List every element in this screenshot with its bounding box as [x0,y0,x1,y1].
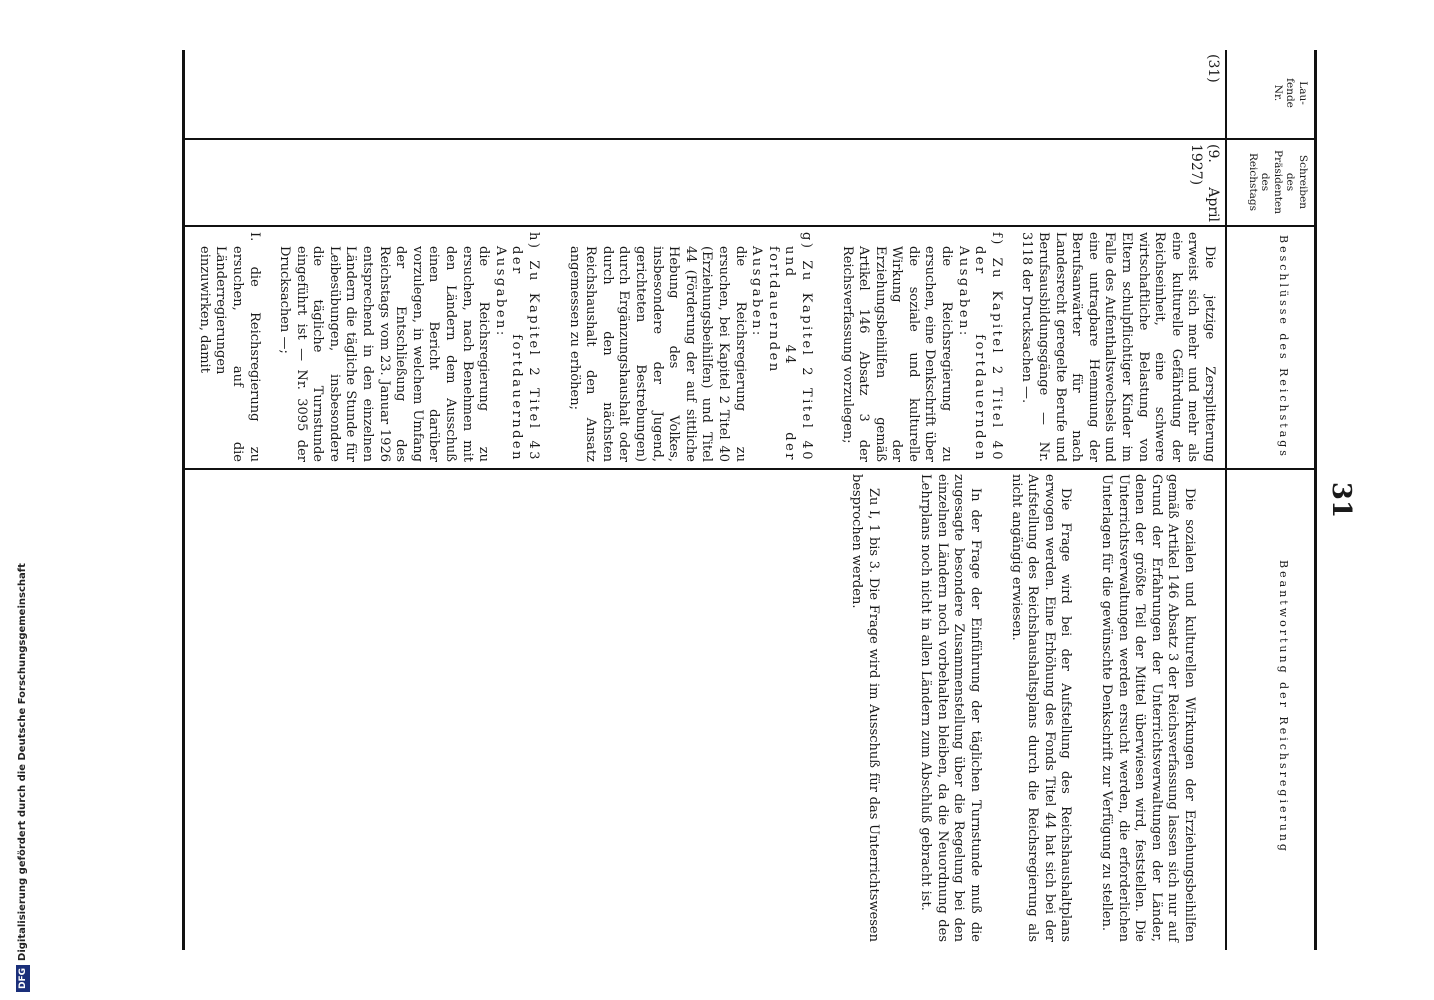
beschluss-item-i: I. die Reichsregierung zu ersuchen, auf die Länderregierungen einzuwirken, damit [196,232,262,462]
antwort-h: In der Frage der Einführung der täglichen Turnstunde muß die zugesagte besondere Zusammenstellung über die Regelung bei den einzelnen Ländern noch vorbehalten bleiben, da die Neuordnung des Lehrplans noch nicht in allen Ländern zum Abschluß gebracht ist. [918,474,984,942]
antwort-f: Die sozialen und kulturellen Wirkungen der Erziehungsbeihilfen gemäß Artikel 146 Absatz 3 der Reichsverfassung lassen sich nur auf Grund der Erfahrungen der Unterrichtsverwaltungen der Länder, denen der größte Teil der Mittel überwiesen wird, feststellen. Die Unterrichtsverwaltungen werden ersucht werden, die erforderlichen Unterlagen für die gewünschte Denkschrift zur Verfügung zu stellen. [1099,474,1197,942]
table-bottom-rule [182,50,185,950]
dfg-logo-icon: DFG [16,965,30,992]
beschluss-item-h [276,232,542,462]
antwort-i: Zu I, 1 bis 3. Die Frage wird im Ausschuß für das Unterrichtswesen besprochen werden. [849,474,881,942]
funding-note: Digitalisierung gefördert durch die Deutsche Forschungsgemeinschaft [17,563,28,961]
table-top-rule [1314,50,1317,950]
beschluss-intro-paragraph: Die jetzige Zersplitterung erweist sich mehr und mehr als eine kulturelle Gefährdung der Reichseinheit, eine schwere wirtschaftliche Belastung von Eltern schulpflichtiger Kinder im Falle des Aufenthaltswechsels und eine untragbare Hemmung der Berufsanwärter für nach Landesrecht geregelte Berufe und Berufsausbildungsgänge — Nr. 3118 der Drucksachen —. [1019,232,1217,462]
beschluss-f-text: die Reichsregierung zu ersuchen, eine Denkschrift über die soziale und kulturelle Wirkung der Erziehungsbeihilfen gemäß Artikel 146 Absatz 3 der Reichsverfassung vorzulegen; [839,246,955,462]
beschluss-item-f [838,232,1004,462]
beantwortung-column [834,474,1218,942]
rotated-page-content [67,50,1367,950]
beschluss-f-label: f) Zu Kapitel 2 Titel 40 der fortdauernden Ausgaben: [955,232,1004,462]
beschluss-item-g [565,232,814,462]
column-divider-1 [182,138,1317,140]
column-divider-3 [182,468,1317,470]
page-number: 31 [1326,481,1356,519]
header-beschluesse: Beschlüsse des Reichstags [1277,235,1290,459]
column-divider-2 [182,225,1317,227]
beschluss-h-label: h) Zu Kapitel 2 Titel 43 der fortdauernden Ausgaben: [492,232,542,462]
header-laufende-nr: Lau- fende Nr. [1272,78,1309,108]
funding-sidebar [14,563,32,992]
beschluss-h-text: die Reichsregierung zu ersuchen, nach Benehmen mit den Ländern dem Ausschuß einen Bericht darüber vorzulegen, in welchem Umfang der Entschließung des Reichstags vom 23. Januar 1926 entsprechend in den einzelnen Ländern die tägliche Stunde für Leibesübungen, insbesondere die tägliche Turnstunde eingeführt ist — Nr. 3095 der Drucksachen —; [277,246,492,462]
beschluss-g-text: die Reichsregierung zu ersuchen, bei Kapitel 2 Titel 40 (Erziehungsbeihilfen) und Titel 44 (Förderung der auf sittliche Hebung des Volkes, insbesondere der Jugend, gerichteten Bestrebungen) durch Ergänzungshaushalt oder durch den nächsten Reichshaushalt den Ansatz angemessen zu erhöhen; [566,246,748,462]
beschluss-g-label: g) Zu Kapitel 2 Titel 40 und 44 der fortdauernden Ausgaben: [749,232,814,462]
entry-number: (31) [1205,54,1221,83]
entry-date: (9. April 1927) [1188,144,1221,222]
beschluesse-column [181,232,1217,462]
antwort-g: Die Frage wird bei der Aufstellung des Reichshaushaltplans erwogen werden. Eine Erhöhung des Fonds Titel 44 hat sich bei der Aufstellung des Reichshaushaltsplans durch die Reichsregierung als nicht angängig erwiesen. [1008,474,1074,942]
header-schreiben: Schreiben des Präsidenten des Reichstags [1247,150,1309,214]
header-beantwortung: Beantwortung der Reichsregierung [1277,560,1290,854]
